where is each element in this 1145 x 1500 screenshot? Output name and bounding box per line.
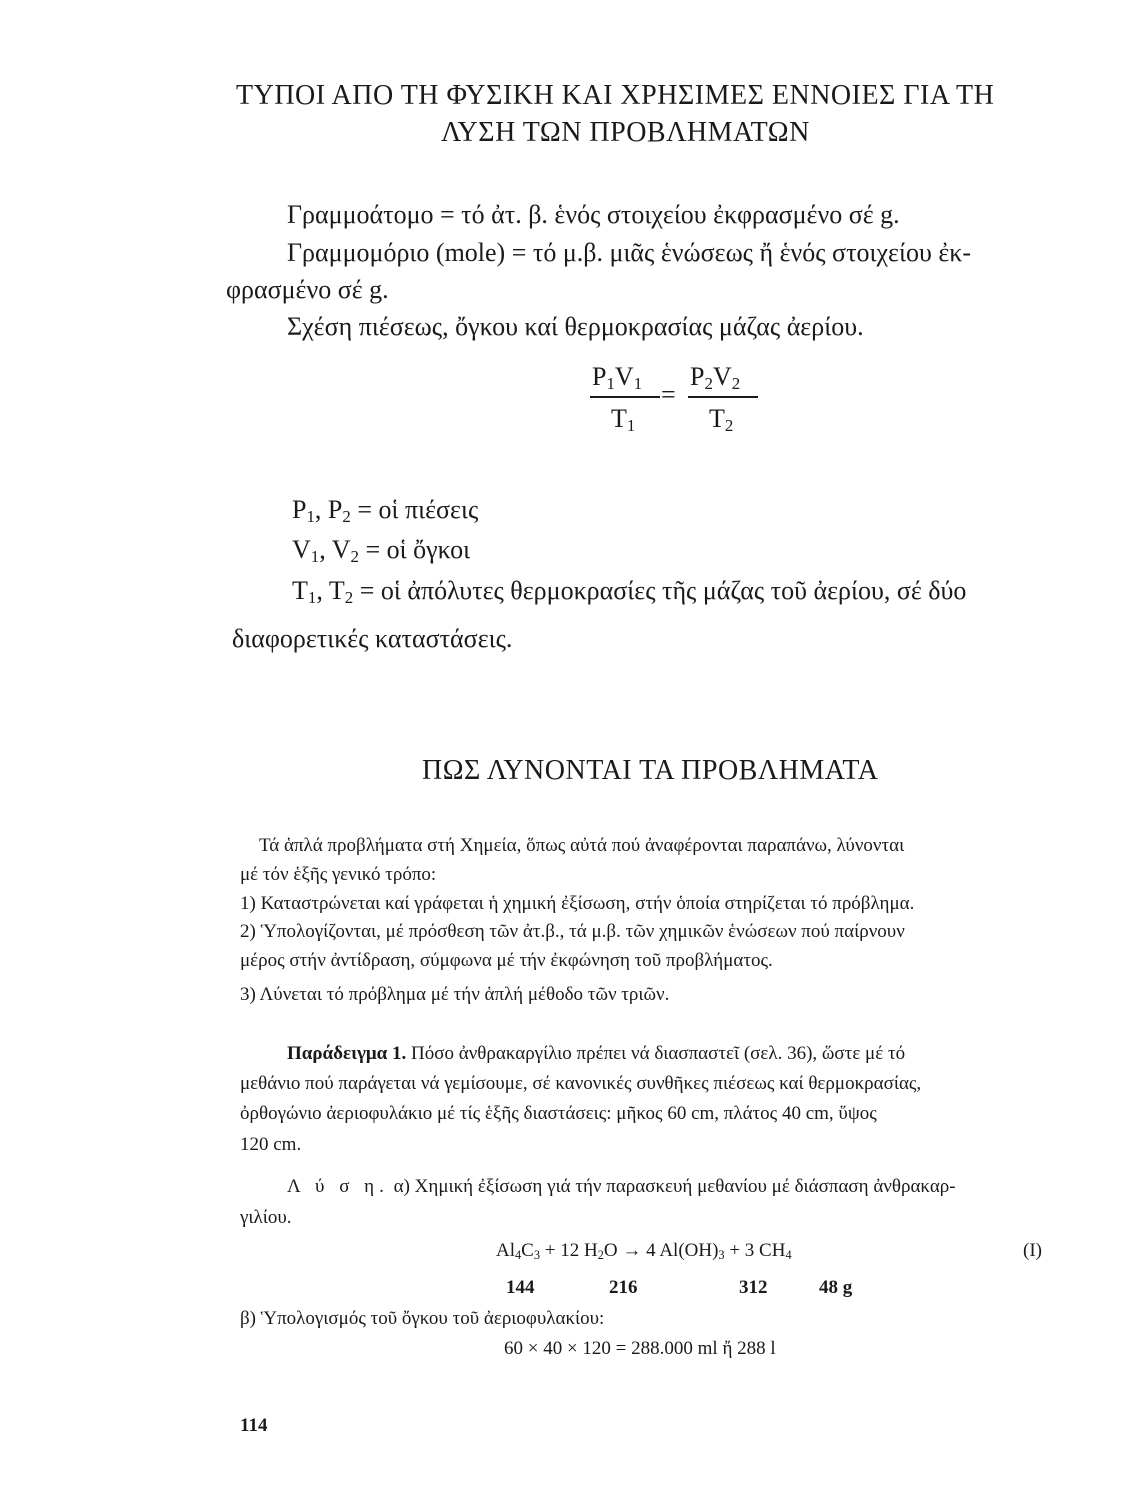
step-2-line1: 2) Ὑπολογίζονται, μέ πρόσθεση τῶν ἀτ.β., τά μ.β. τῶν χημικῶν ἑνώσεων πού παίρνουν [240,921,905,942]
section2-title: ΠΩΣ ΛΥΝΟΝΤΑΙ ΤΑ ΠΡΟΒΛΗΜΑΤΑ [422,755,879,786]
formula-denominator-right: $T_2$ [709,404,734,436]
step-3: 3) Λύνεται τό πρόβλημα μέ τήν ἁπλή μέθοδο τῶν τριῶν. [240,984,670,1005]
formula-numerator-left: $P_1V_1$ [592,362,643,394]
step-2-line2: μέρος στήν ἀντίδραση, σύμφωνα μέ τήν ἐκφώνηση τοῦ προβλήματος. [240,950,773,971]
volume-heading: β) Ὑπολογισμός τοῦ ὄγκου τοῦ ἀεριοφυλακίου: [240,1308,605,1329]
chemical-equation: $Al_4C_3 + 12$ $H_2O \to 4$ $Al(OH)_3 + 3$ $CH_4$ [496,1240,792,1263]
mass-value: 144 [506,1277,535,1298]
mass-value: 48 g [819,1277,853,1298]
section-title-line2: ΛΥΣΗ ΤΩΝ ΠΡΟΒΛΗΜΑΤΩΝ [441,117,810,148]
example-line2: μεθάνιο πού παράγεται νά γεμίσουμε, σέ κανονικές συνθῆκες πιέσεως καί θερμοκρασίας, [240,1073,922,1094]
fraction-bar-right [688,396,758,398]
solution-line1: Λ ύ σ η. α) Χημική ἐξίσωση γιά τήν παρασκευή μεθανίου μέ διάσπαση ἀνθρακαρ- [287,1176,956,1197]
mass-value: 312 [739,1277,768,1298]
section-title-line1: ΤΥΠΟΙ ΑΠΟ ΤΗ ΦΥΣΙΚΗ ΚΑΙ ΧΡΗΣΙΜΕΣ ΕΝΝΟΙΕΣ ΓΙΑ ΤΗ [236,80,995,111]
volume-calculation: 60 × 40 × 120 = 288.000 ml ἤ 288 l [504,1338,776,1359]
formula-numerator-right: $P_2V_2$ [690,362,741,394]
example-line1: Παράδειγμα 1. Πόσο ἀνθρακαργίλιο πρέπει νά διασπαστεῖ (σελ. 36), ὥστε μέ τό [287,1043,906,1064]
legend-temperatures-line2: διαφορετικές καταστάσεις. [232,624,513,653]
intro-line1: Τά ἁπλά προβλήματα στή Χημεία, ὅπως αὐτά πού ἀναφέρονται παραπάνω, λύνονται [259,835,905,856]
formula-denominator-left: $T_1$ [611,404,636,436]
example-line3: ὀρθογώνιο ἀεριοφυλάκιο μέ τίς ἑξῆς διαστάσεις: μῆκος 60 cm, πλάτος 40 cm, ὕψος [240,1103,877,1124]
formula-equals: = [661,380,676,409]
relation-intro: Σχέση πιέσεως, ὄγκου καί θερμοκρασίας μάζας ἀερίου. [287,312,864,341]
example-label: Παράδειγμα 1. [287,1043,407,1064]
step-1: 1) Καταστρώνεται καί γράφεται ἡ χημική ἐξίσωση, στήν ὁποία στηρίζεται τό πρόβλημα. [240,893,915,914]
solution-line2: γιλίου. [240,1207,292,1228]
fraction-bar-left [590,396,660,398]
intro-line2: μέ τόν ἑξῆς γενικό τρόπο: [240,864,437,885]
definition-mole-line2: φρασμένο σέ g. [226,275,389,304]
legend-pressures: $P_1$, $P_2$ = οἱ πιέσεις [292,495,479,527]
legend-volumes: $V_1$, $V_2$ = οἱ ὄγκοι [292,535,471,567]
definition-mole-line1: Γραμμομόριο (mole) = τό μ.β. μιᾶς ἑνώσεως ἤ ἑνός στοιχείου ἐκ- [287,238,972,267]
example-line4: 120 cm. [240,1134,302,1155]
equation-number: (I) [1023,1240,1042,1261]
solution-label: Λ ύ σ η. [287,1176,389,1197]
definition-gram-atom: Γραμμοάτομο = τό ἀτ. β. ἑνός στοιχείου ἐκφρασμένο σέ g. [287,200,900,229]
page-number: 114 [240,1415,268,1436]
mass-value: 216 [609,1277,638,1298]
legend-temperatures: $T_1$, $T_2$ = οἱ ἀπόλυτες θερμοκρασίες τῆς μάζας τοῦ ἀερίου, σέ δύο [292,576,967,608]
